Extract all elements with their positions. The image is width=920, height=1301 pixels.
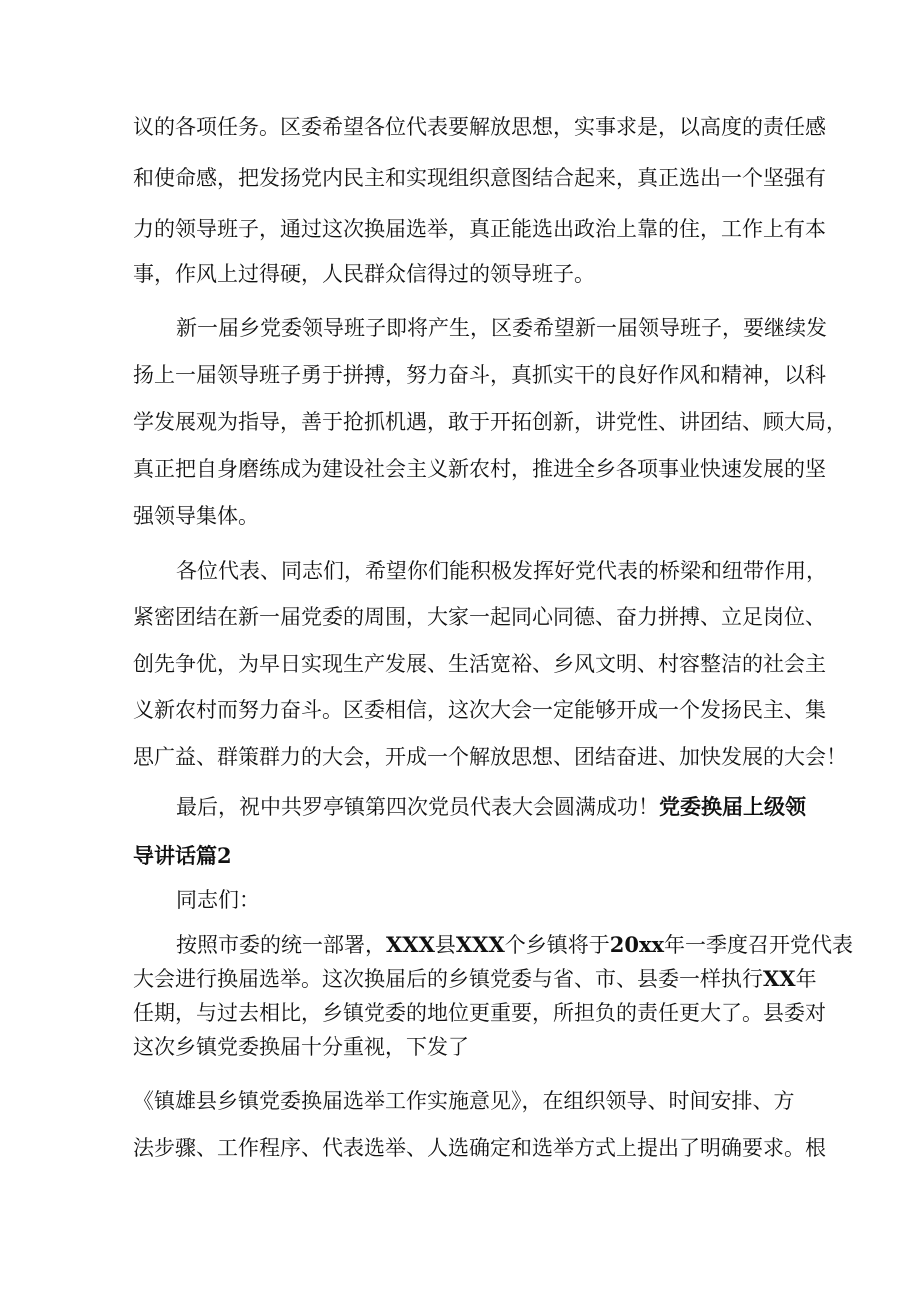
paragraph-2-line-2: 扬上一届领导班子勇于拼搏，努力奋斗，真抓实干的良好作风和精神，以科 bbox=[133, 363, 826, 387]
paragraph-3-line-2: 紧密团结在新一届党委的周围，大家一起同心同德、奋力拼搏、立足岗位、 bbox=[133, 605, 826, 629]
paragraph-2-line-5: 强领导集体。 bbox=[133, 504, 259, 528]
greeting: 同志们： bbox=[176, 888, 260, 912]
p5-text-2: 县 bbox=[434, 933, 456, 957]
paragraph-2-line-1: 新一届乡党委领导班子即将产生，区委希望新一届领导班子，要继续发 bbox=[176, 316, 827, 340]
paragraph-5-line-4: 这次乡镇党委换届十分重视，下发了 bbox=[133, 1035, 469, 1059]
p5-text-3: 个乡镇将于 bbox=[504, 933, 610, 957]
closing-line bbox=[176, 787, 806, 827]
paragraph-3-line-1: 各位代表、同志们，希望你们能积极发挥好党代表的桥梁和纽带作用， bbox=[176, 559, 827, 583]
p5-xxx-1: XXX bbox=[386, 932, 435, 957]
paragraph-5-line-1 bbox=[176, 928, 853, 962]
paragraph-6-line-2: 法步骤、工作程序、代表选举、人选确定和选举方式上提出了明确要求。根 bbox=[133, 1136, 826, 1160]
paragraph-5-line-2 bbox=[133, 962, 817, 996]
paragraph-1-line-1: 议的各项任务。区委希望各位代表要解放思想，实事求是，以高度的责任感 bbox=[133, 115, 826, 139]
paragraph-2-line-4: 真正把自身磨练成为建设社会主义新农村，推进全乡各项事业快速发展的坚 bbox=[133, 457, 826, 481]
paragraph-2-line-3: 学发展观为指导，善于抢抓机遇，敢于开拓创新，讲党性、讲团结、顾大局， bbox=[133, 410, 847, 434]
paragraph-1-line-2: 和使命感，把发扬党内民主和实现组织意图结合起来，真正选出一个坚强有 bbox=[133, 166, 826, 190]
paragraph-3-line-3: 创先争优，为早日实现生产发展、生活宽裕、乡风文明、村容整洁的社会主 bbox=[133, 652, 826, 676]
p5-text-1: 按照市委的统一部署， bbox=[176, 933, 386, 957]
paragraph-5-line-3: 任期，与过去相比，乡镇党委的地位更重要，所担负的责任更大了。县委对 bbox=[133, 1001, 826, 1025]
section-heading-part-2: 导讲话篇2 bbox=[133, 843, 232, 868]
p5-xx: XX bbox=[763, 966, 796, 991]
p5-line2-text: 大会进行换届选举。这次换届后的乡镇党委与省、市、县委一样执行 bbox=[133, 967, 763, 991]
section-heading-part-1: 党委换届上级领 bbox=[659, 794, 806, 819]
p5-xxx-2: XXX bbox=[455, 932, 505, 957]
paragraph-3-line-5: 思广益、群策群力的大会，开成一个解放思想、团结奋进、加快发展的大会！ bbox=[133, 745, 847, 769]
paragraph-6-line-1: 《镇雄县乡镇党委换届选举工作实施意见》，在组织领导、时间安排、方 bbox=[133, 1089, 795, 1113]
paragraph-1-line-3: 力的领导班子，通过这次换届选举，真正能选出政治上靠的住，工作上有本 bbox=[133, 217, 826, 241]
p5-line2-end: 年 bbox=[795, 967, 817, 991]
paragraph-3-line-4: 义新农村而努力奋斗。区委相信，这次大会一定能够开成一个发扬民主、集 bbox=[133, 698, 826, 722]
closing-text: 最后，祝中共罗亭镇第四次党员代表大会圆满成功！ bbox=[176, 795, 659, 819]
p5-text-4: 年一季度召开党代表 bbox=[664, 933, 854, 957]
p5-year: 20xx bbox=[609, 932, 665, 957]
paragraph-1-line-4: 事，作风上过得硬，人民群众信得过的领导班子。 bbox=[133, 262, 595, 286]
